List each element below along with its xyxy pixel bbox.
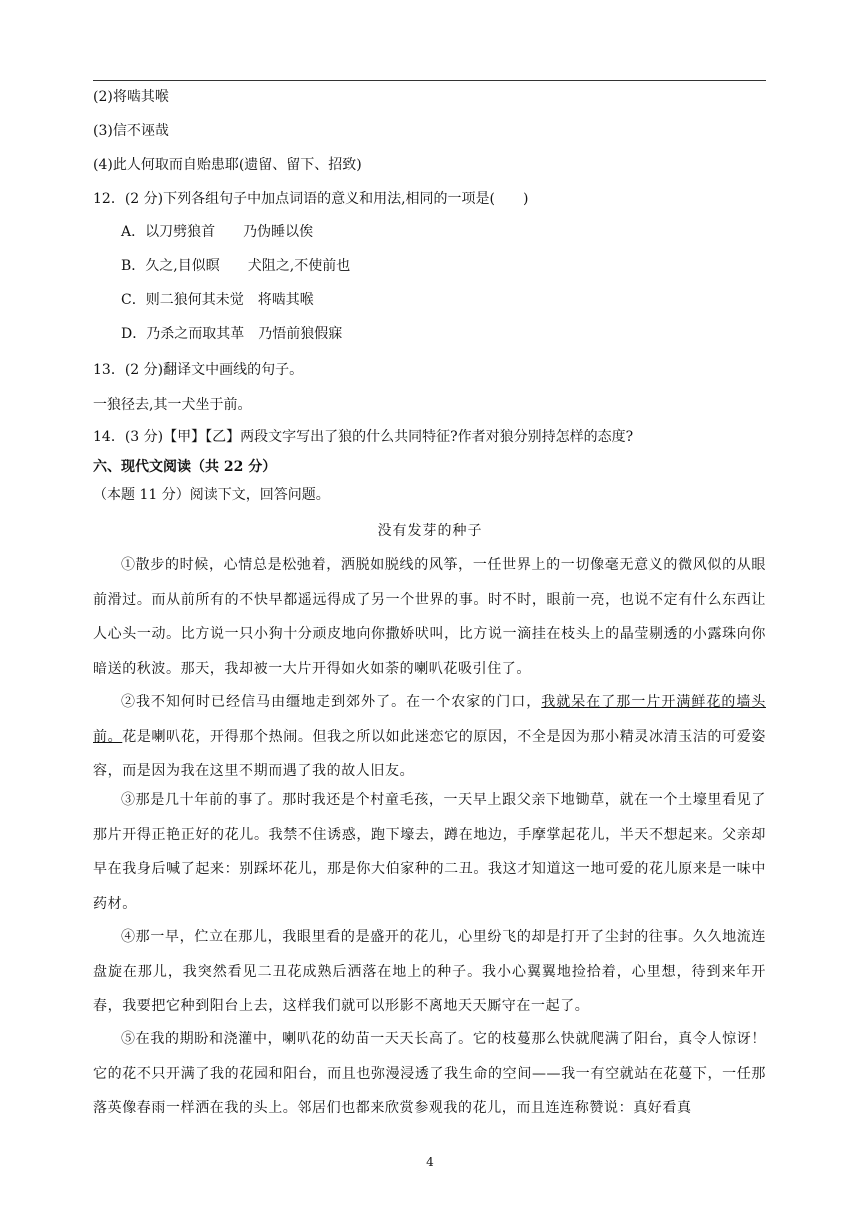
paragraph-1: ①散步的时候，心情总是松弛着，洒脱如脱线的风筝，一任世界上的一切像毫无意义的微风似的从眼前滑过。而从前所有的不快早都遥远得成了另一个世界的事。时不时，眼前一亮，也说不定有什么东西让人心头一动。比方说一只小狗十分顽皮地向你撒娇吠叫，比方说一滴挂在枝头上的晶莹剔透的小露珠向你暗送的秋波。那天，我却被一大片开得如火如荼的喇叭花吸引住了。 bbox=[93, 557, 766, 677]
page-number: 4 bbox=[426, 1155, 434, 1169]
paragraph-2-text: 花是喇叭花，开得那个热闹。但我之所以如此迷恋它的原因，不全是因为那小精灵冰清玉洁的可爱姿容，而是因为我在这里不期而遇了我的故人旧友。 bbox=[93, 728, 766, 779]
option-d: D．乃杀之而取其革 乃悟前狼假寐 bbox=[121, 326, 343, 342]
paragraph-2-text: ②我不知何时已经信马由缰地走到郊外了。在一个农家的门口， bbox=[121, 694, 542, 710]
sentence-to-translate: 一狼径去,其一犬坐于前。 bbox=[93, 397, 252, 413]
question-line: (4)此人何取而自贻患耶(遗留、留下、招致) bbox=[93, 157, 362, 173]
option-b: B．久之,目似瞑 犬阻之,不使前也 bbox=[121, 258, 351, 274]
paragraph-4: ④那一早，伫立在那儿，我眼里看的是盛开的花儿，心里纷飞的却是打开了尘封的往事。久久地流连盘旋在那儿，我突然看见二丑花成熟后洒落在地上的种子。我小心翼翼地捡拾着，心里想，待到来年开春，我要把它种到阳台上去，这样我们就可以形影不离地天天厮守在一起了。 bbox=[93, 929, 766, 1014]
paragraph-2 bbox=[93, 685, 766, 789]
question-line: (3)信不诬哉 bbox=[93, 123, 169, 139]
question-12: 12．(2 分)下列各组句子中加点词语的意义和用法,相同的一项是( ) bbox=[93, 191, 529, 207]
option-a: A．以刀劈狼首 乃伪睡以俟 bbox=[121, 224, 314, 240]
reading-instruction: （本题 11 分）阅读下文，回答问题。 bbox=[93, 487, 330, 503]
question-14: 14．(3 分)【甲】【乙】两段文字写出了狼的什么共同特征?作者对狼分别持怎样的态度? bbox=[93, 429, 634, 445]
paragraph-5: ⑤在我的期盼和浇灌中，喇叭花的幼苗一天天长高了。它的枝蔓那么快就爬满了阳台，真令人惊讶！它的花不只开满了我的花园和阳台，而且也弥漫浸透了我生命的空间——我一有空就站在花蔓下，一任那落英像春雨一样洒在我的头上。邻居们也都来欣赏参观我的花儿，而且连连称赞说：真好看真 bbox=[93, 1031, 766, 1116]
option-c: C．则二狼何其未觉 将啮其喉 bbox=[121, 292, 314, 308]
article-title: 没有发芽的种子 bbox=[377, 523, 483, 539]
question-line: (2)将啮其喉 bbox=[93, 89, 169, 105]
paragraph-3: ③那是几十年前的事了。那时我还是个村童毛孩，一天早上跟父亲下地锄草，就在一个土壕里看见了那片开得正艳正好的花儿。我禁不住诱惑，跑下壕去，蹲在地边，手摩掌起花儿，半天不想起来。父亲却早在我身后喊了起来：别踩坏花儿，那是你大伯家种的二丑。我这才知道这一地可爱的花儿原来是一味中药材。 bbox=[93, 792, 766, 912]
header-rule bbox=[93, 80, 766, 81]
question-13: 13．(2 分)翻译文中画线的句子。 bbox=[93, 362, 304, 378]
underlined-sentence: 我就呆在了那一片开满鲜花的墙头前。 bbox=[93, 694, 766, 745]
section-heading: 六、现代文阅读（共 22 分） bbox=[93, 459, 277, 475]
